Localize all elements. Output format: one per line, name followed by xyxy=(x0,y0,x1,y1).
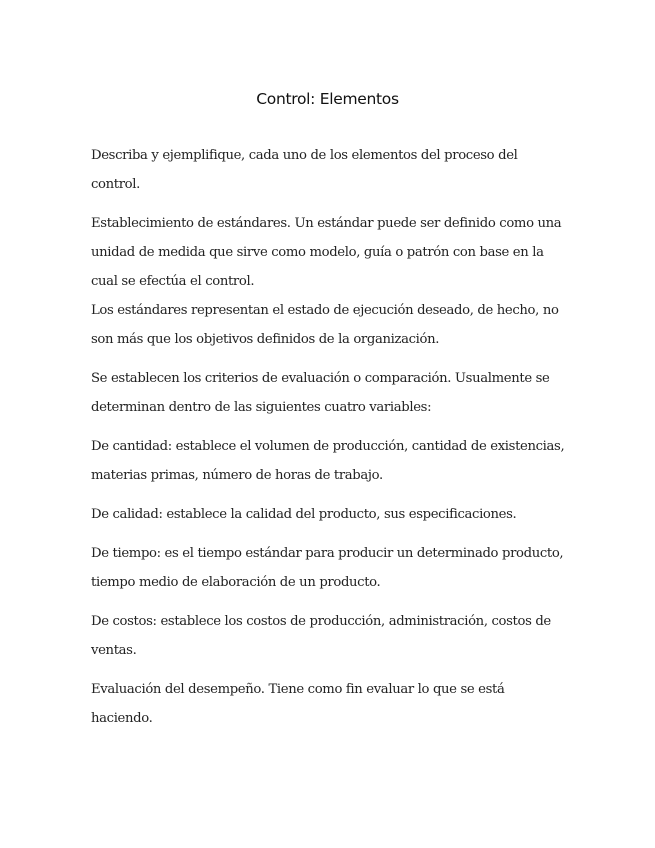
paragraph-instruction: Describa y ejemplifique, cada uno de los elementos del proceso del control. xyxy=(91,148,518,192)
paragraph-quality: De calidad: establece la calidad del producto, sus especificaciones. xyxy=(91,507,517,522)
paragraph-performance-evaluation: Evaluación del desempeño. Tiene como fin evaluar lo que se está haciendo. xyxy=(91,682,505,726)
page-title: Control: Elementos xyxy=(256,90,399,108)
paragraph-costs: De costos: establece los costos de producción, administración, costos de ventas. xyxy=(91,614,551,658)
paragraph-standards-objectives: Los estándares representan el estado de ejecución deseado, de hecho, no son más que los objetivos definidos de la organización. xyxy=(91,303,559,347)
paragraph-criteria: Se establecen los criterios de evaluación o comparación. Usualmente se determinan dentro de las siguientes cuatro variables: xyxy=(91,371,550,415)
paragraph-quantity: De cantidad: establece el volumen de producción, cantidad de existencias, materias primas, número de horas de trabajo. xyxy=(91,439,565,483)
paragraph-standards-definition: Establecimiento de estándares. Un estándar puede ser definido como una unidad de medida que sirve como modelo, guía o patrón con base en la cual se efectúa el control. xyxy=(91,216,562,289)
paragraph-time: De tiempo: es el tiempo estándar para producir un determinado producto, tiempo medio de elaboración de un producto. xyxy=(91,546,564,590)
document-body xyxy=(91,141,569,743)
